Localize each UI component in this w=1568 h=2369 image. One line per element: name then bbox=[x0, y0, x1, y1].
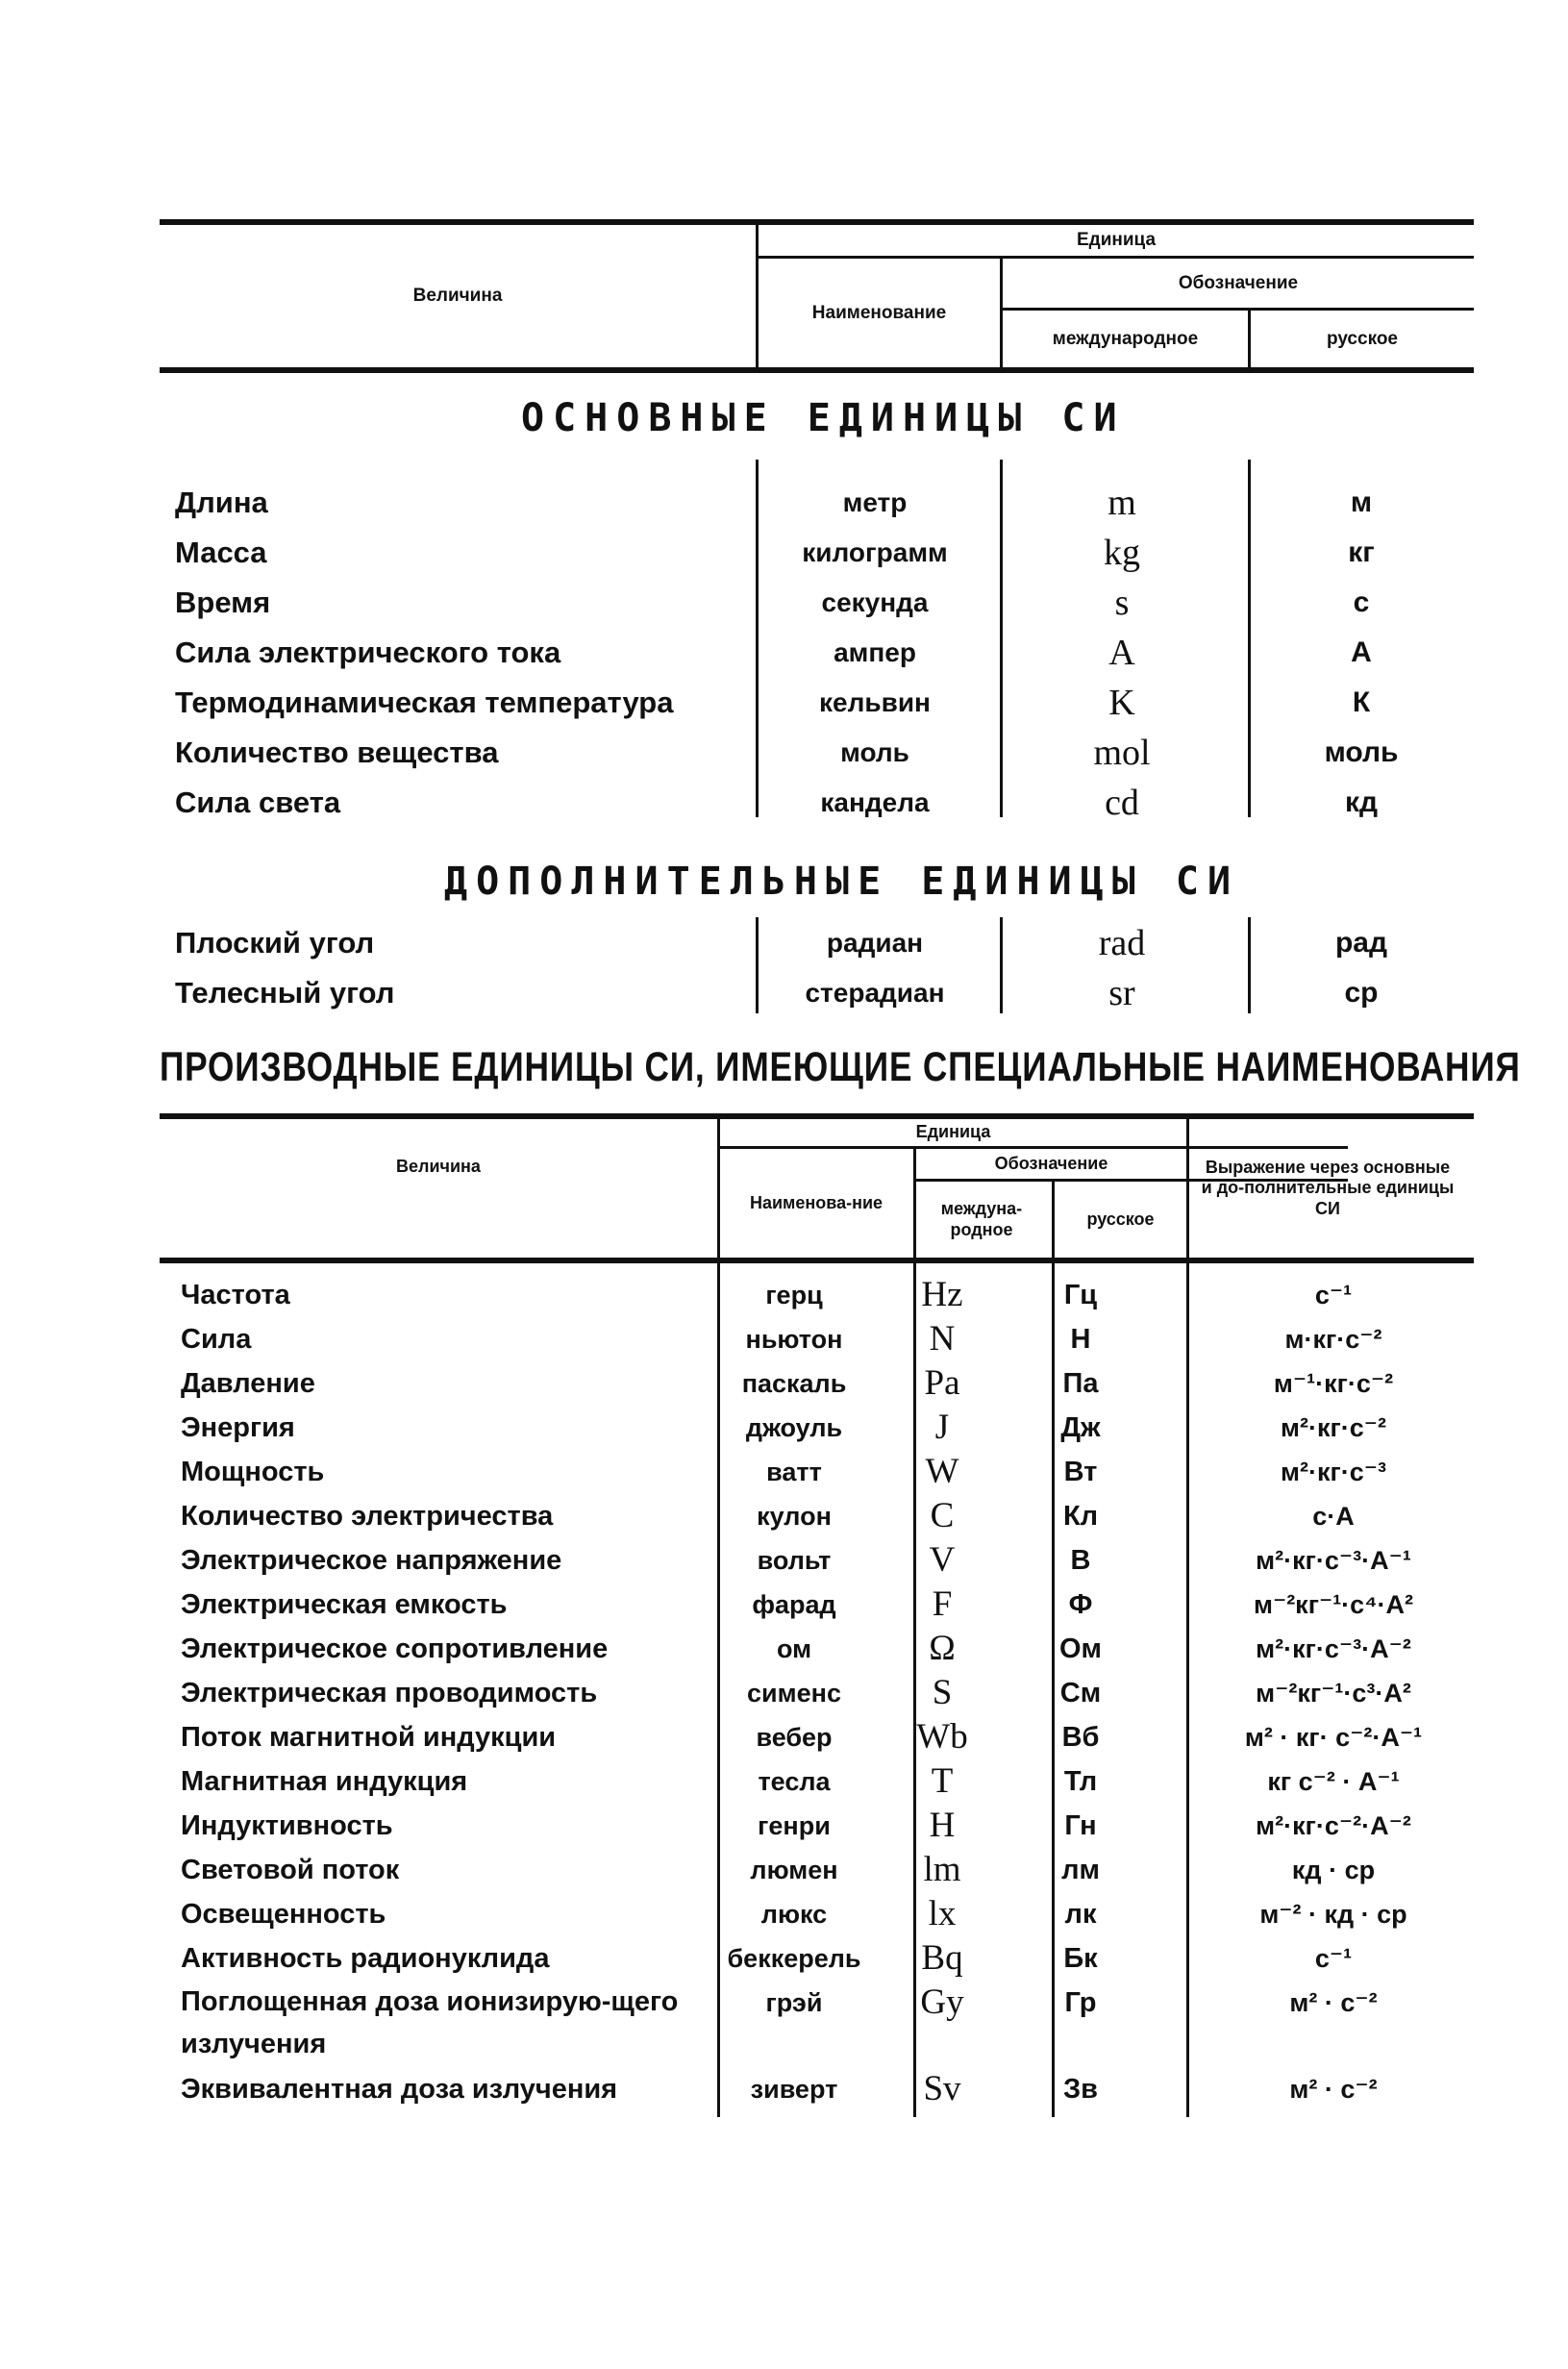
table-row bbox=[160, 679, 1474, 727]
intl-symbol-cell: Gy bbox=[920, 1982, 964, 2022]
quantity-cell: Эквивалентная доза излучения bbox=[181, 2074, 618, 2105]
intl-symbol-cell: rad bbox=[1098, 923, 1146, 963]
header-designation: Обозначение bbox=[1178, 272, 1299, 293]
expression-cell: м⁻²кг⁻¹·с⁴·А² bbox=[1253, 1590, 1414, 1619]
unit-name-cell: зиверт bbox=[750, 2075, 838, 2104]
table-row bbox=[160, 1627, 1474, 1671]
expression-cell: с⁻¹ bbox=[1314, 1281, 1353, 1309]
intl-symbol-cell: S bbox=[932, 1673, 953, 1712]
rus-symbol-cell: ср bbox=[1344, 977, 1379, 1009]
header-name: Наименова-ние bbox=[749, 1192, 884, 1212]
intl-symbol-cell: lm bbox=[923, 1850, 961, 1889]
unit-name-cell: кельвин bbox=[819, 687, 931, 717]
quantity-cell: Масса bbox=[175, 536, 267, 569]
unit-name-cell: тесла bbox=[758, 1767, 831, 1796]
rus-symbol-cell: рад bbox=[1334, 927, 1388, 959]
unit-name-cell: кандела bbox=[820, 787, 930, 817]
rus-symbol-cell: Ф bbox=[1068, 1589, 1093, 1620]
intl-symbol-cell: cd bbox=[1105, 783, 1139, 823]
section-title-supplementary-units: ДОПОЛНИТЕЛЬНЫЕ ЕДИНИЦЫ СИ bbox=[444, 860, 1240, 904]
unit-name-cell: моль bbox=[840, 737, 909, 767]
header-international: междуна-родное bbox=[940, 1198, 1023, 1239]
quantity-cell: Количество вещества bbox=[175, 736, 499, 769]
rus-symbol-cell: Ом bbox=[1058, 1633, 1102, 1664]
unit-name-cell: джоуль bbox=[745, 1413, 843, 1442]
table-row bbox=[160, 1892, 1474, 1936]
expression-cell: м⁻² · кд · ср bbox=[1259, 1900, 1407, 1929]
table-row bbox=[160, 729, 1474, 777]
table-row bbox=[160, 1406, 1474, 1450]
intl-symbol-cell: Ω bbox=[929, 1629, 956, 1668]
expression-cell: м²·кг·с⁻²·А⁻² bbox=[1256, 1811, 1411, 1840]
rus-symbol-cell: Дж bbox=[1060, 1412, 1101, 1443]
rus-symbol-cell: Тл bbox=[1063, 1766, 1098, 1797]
quantity-cell: Электрическое напряжение bbox=[181, 1545, 562, 1576]
unit-name-cell: ватт bbox=[766, 1458, 822, 1486]
quantity-cell: Частота bbox=[181, 1280, 290, 1310]
expression-cell: с·А bbox=[1312, 1502, 1355, 1531]
rus-symbol-cell: с bbox=[1353, 586, 1370, 618]
table-row bbox=[160, 1715, 1474, 1759]
quantity-cell: Индуктивность bbox=[181, 1810, 393, 1841]
rus-symbol-cell: В bbox=[1070, 1545, 1091, 1576]
table-row bbox=[160, 529, 1474, 577]
quantity-cell: Поток магнитной индукции bbox=[181, 1722, 557, 1753]
unit-name-cell: грэй bbox=[765, 1988, 823, 2017]
quantity-cell: Активность радионуклида bbox=[181, 1943, 550, 1974]
expression-cell: м⁻¹·кг·с⁻² bbox=[1273, 1369, 1394, 1398]
header-vline-4 bbox=[1186, 1113, 1189, 1259]
rus-symbol-cell: моль bbox=[1324, 736, 1399, 768]
rus-symbol-cell: Гр bbox=[1064, 1987, 1097, 2018]
intl-symbol-cell: kg bbox=[1104, 533, 1140, 573]
unit-name-cell: ампер bbox=[834, 637, 916, 667]
unit-name-cell: килограмм bbox=[802, 537, 948, 567]
derived-units-title: ПРОИЗВОДНЫЕ ЕДИНИЦЫ СИ, ИМЕЮЩИЕ СПЕЦИАЛЬНЫЕ НАИМЕНОВАНИЯ bbox=[160, 1044, 1521, 1090]
expression-cell: кд · ср bbox=[1291, 1856, 1376, 1884]
quantity-cell: Электрическая емкость bbox=[181, 1589, 508, 1620]
unit-name-cell: вебер bbox=[756, 1723, 833, 1752]
intl-symbol-cell: N bbox=[929, 1319, 956, 1359]
header-bottom-rule bbox=[160, 1258, 1474, 1263]
table-row bbox=[160, 1450, 1474, 1494]
rus-symbol-cell: лм bbox=[1061, 1855, 1100, 1885]
rus-symbol-cell: К bbox=[1352, 686, 1371, 718]
unit-name-cell: ньютон bbox=[745, 1325, 843, 1354]
table-row bbox=[160, 579, 1474, 627]
table-row bbox=[160, 779, 1474, 827]
table-row bbox=[160, 1981, 1474, 2067]
quantity-cell: Сила света bbox=[175, 786, 341, 819]
intl-symbol-cell: mol bbox=[1093, 733, 1151, 773]
quantity-cell: Освещенность bbox=[181, 1899, 386, 1930]
rus-symbol-cell: кд bbox=[1344, 786, 1379, 818]
quantity-cell: Электрическая проводимость bbox=[181, 1678, 598, 1708]
unit-name-cell: вольт bbox=[757, 1546, 832, 1575]
expression-cell: с⁻¹ bbox=[1314, 1944, 1353, 1973]
quantity-cell: Длина bbox=[175, 486, 268, 519]
intl-symbol-cell: Sv bbox=[923, 2069, 961, 2108]
section-title-base-units: ОСНОВНЫЕ ЕДИНИЦЫ СИ bbox=[521, 396, 1126, 440]
intl-symbol-cell: K bbox=[1108, 683, 1135, 723]
expression-cell: м² · кг· с⁻²·А⁻¹ bbox=[1244, 1723, 1423, 1752]
intl-symbol-cell: C bbox=[930, 1496, 955, 1535]
rus-symbol-cell: м bbox=[1350, 486, 1373, 518]
intl-symbol-cell: Bq bbox=[921, 1938, 963, 1978]
quantity-cell: Световой поток bbox=[181, 1855, 400, 1885]
table-row bbox=[160, 1538, 1474, 1583]
expression-cell: м·кг·с⁻² bbox=[1284, 1325, 1382, 1354]
unit-name-cell: стерадиан bbox=[805, 978, 945, 1008]
table-row bbox=[160, 1273, 1474, 1317]
intl-symbol-cell: Pa bbox=[924, 1363, 960, 1403]
unit-name-cell: кулон bbox=[757, 1502, 832, 1531]
table-row bbox=[160, 1583, 1474, 1627]
rus-symbol-cell: кг bbox=[1348, 536, 1375, 568]
header-international: международное bbox=[1052, 328, 1199, 349]
unit-name-cell: метр bbox=[842, 487, 908, 517]
rus-symbol-cell: Вт bbox=[1063, 1457, 1098, 1487]
expression-cell: м²·кг·с⁻³ bbox=[1281, 1458, 1386, 1486]
rus-symbol-cell: Вб bbox=[1061, 1722, 1100, 1753]
expression-cell: м⁻²кг⁻¹·с³·А² bbox=[1256, 1679, 1411, 1708]
table-row bbox=[160, 1671, 1474, 1715]
unit-name-cell: секунда bbox=[821, 587, 929, 617]
quantity-cell: Электрическое сопротивление bbox=[181, 1633, 609, 1664]
header-russian: русское bbox=[1326, 328, 1398, 349]
quantity-cell: Термодинамическая температура bbox=[175, 686, 674, 719]
table-row bbox=[160, 1936, 1474, 1981]
unit-name-cell: ом bbox=[776, 1634, 812, 1663]
intl-symbol-cell: H bbox=[929, 1806, 956, 1845]
quantity-cell: Плоский угол bbox=[175, 926, 375, 960]
header-unit: Единица bbox=[915, 1122, 991, 1142]
unit-name-cell: фарад bbox=[752, 1590, 836, 1619]
header-quantity: Величина bbox=[396, 1157, 481, 1177]
rus-symbol-cell: Кл bbox=[1062, 1501, 1099, 1532]
table-row bbox=[160, 1361, 1474, 1406]
unit-name-cell: генри bbox=[758, 1811, 831, 1840]
expression-cell: м²·кг·с⁻² bbox=[1281, 1413, 1386, 1442]
rus-symbol-cell: Гц bbox=[1063, 1280, 1098, 1310]
unit-name-cell: люмен bbox=[750, 1856, 838, 1884]
unit-name-cell: герц bbox=[765, 1281, 823, 1309]
table-row bbox=[160, 479, 1474, 527]
table-row bbox=[160, 1848, 1474, 1892]
header-name: Наименование bbox=[811, 302, 947, 323]
table-row bbox=[160, 2067, 1474, 2111]
header-quantity: Величина bbox=[412, 286, 503, 307]
intl-symbol-cell: lx bbox=[928, 1894, 957, 1933]
table-row bbox=[160, 1494, 1474, 1538]
table-row bbox=[160, 1759, 1474, 1804]
intl-symbol-cell: W bbox=[925, 1452, 959, 1491]
table-row bbox=[160, 1317, 1474, 1361]
table-row bbox=[160, 629, 1474, 677]
quantity-cell: Мощность bbox=[181, 1457, 325, 1487]
unit-name-cell: люкс bbox=[760, 1900, 828, 1929]
unit-name-cell: радиан bbox=[826, 928, 924, 958]
table-row bbox=[160, 969, 1474, 1017]
intl-symbol-cell: s bbox=[1114, 583, 1130, 623]
unit-name-cell: паскаль bbox=[741, 1369, 847, 1398]
quantity-cell: Телесный угол bbox=[175, 976, 395, 1010]
intl-symbol-cell: m bbox=[1108, 483, 1136, 523]
rus-symbol-cell: Зв bbox=[1063, 2074, 1098, 2105]
table-row bbox=[160, 1804, 1474, 1848]
intl-symbol-cell: Hz bbox=[921, 1275, 963, 1314]
intl-symbol-cell: V bbox=[929, 1540, 956, 1580]
rus-symbol-cell: Н bbox=[1070, 1324, 1091, 1355]
quantity-cell: Магнитная индукция bbox=[181, 1766, 468, 1797]
expression-cell: кг с⁻² · А⁻¹ bbox=[1267, 1767, 1400, 1796]
quantity-cell: Сила bbox=[181, 1324, 252, 1355]
quantity-cell: Поглощенная доза ионизирую-щего излучения bbox=[181, 1986, 679, 2059]
intl-symbol-cell: T bbox=[931, 1761, 954, 1801]
expression-cell: м²·кг·с⁻³·А⁻² bbox=[1256, 1634, 1411, 1663]
rus-symbol-cell: лк bbox=[1064, 1899, 1097, 1930]
expression-cell: м² · с⁻² bbox=[1289, 1988, 1378, 2017]
header-russian: русское bbox=[1086, 1209, 1155, 1229]
intl-symbol-cell: Wb bbox=[916, 1717, 968, 1757]
rus-symbol-cell: А bbox=[1351, 636, 1372, 668]
rus-symbol-cell: См bbox=[1059, 1678, 1102, 1708]
unit-name-cell: сименс bbox=[747, 1679, 841, 1708]
expression-cell: м² · с⁻² bbox=[1289, 2075, 1378, 2104]
expression-cell: м²·кг·с⁻³·А⁻¹ bbox=[1256, 1546, 1411, 1575]
header-unit: Единица bbox=[1076, 230, 1157, 251]
rus-symbol-cell: Па bbox=[1062, 1368, 1099, 1399]
intl-symbol-cell: J bbox=[934, 1408, 950, 1447]
quantity-cell: Сила электрического тока bbox=[175, 636, 561, 669]
quantity-cell: Время bbox=[175, 586, 271, 619]
rus-symbol-cell: Бк bbox=[1063, 1943, 1098, 1974]
header-bottom-rule bbox=[160, 367, 1474, 373]
intl-symbol-cell: sr bbox=[1108, 973, 1135, 1013]
header-designation: Обозначение bbox=[994, 1153, 1108, 1173]
quantity-cell: Количество электричества bbox=[181, 1501, 554, 1532]
quantity-cell: Давление bbox=[181, 1368, 315, 1399]
intl-symbol-cell: A bbox=[1108, 633, 1135, 673]
intl-symbol-cell: F bbox=[932, 1584, 953, 1624]
header-expression: Выражение через основные и до-полнительные единицы СИ bbox=[1201, 1157, 1455, 1218]
rus-symbol-cell: Гн bbox=[1064, 1810, 1097, 1841]
table-row bbox=[160, 919, 1474, 967]
quantity-cell: Энергия bbox=[181, 1412, 295, 1443]
si-derived-units-table bbox=[160, 1113, 1474, 2123]
unit-name-cell: беккерель bbox=[727, 1944, 861, 1973]
